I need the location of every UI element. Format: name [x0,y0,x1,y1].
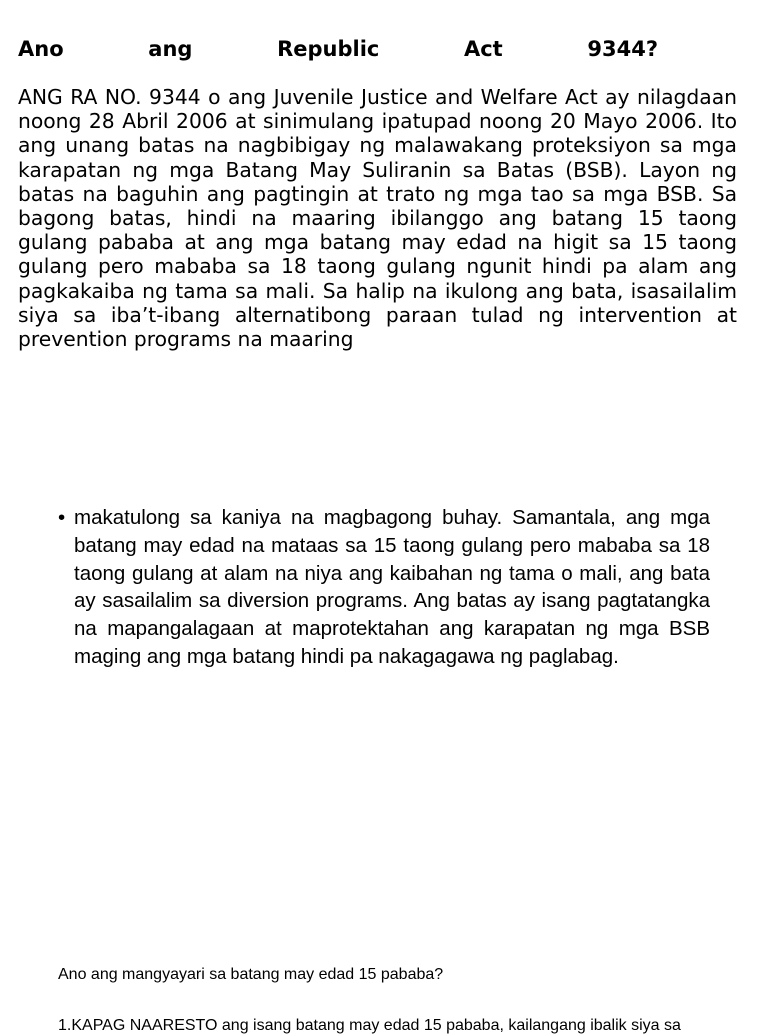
bullet-icon: • [58,506,66,529]
intro-paragraph: ANG RA NO. 9344 o ang Juvenile Justice and Welfare Act ay nilagdaan noong 28 Abril 2006 at sinimulang ipatupad noong 20 Mayo 2006. Ito ang unang batas na nagbibigay ng malawakang proteksiyon sa mga karapatan ng mga Batang May Suliranin sa Batas (BSB). Layon ng batas na baguhin ang pagtingin at trato ng mga tao sa mga BSB. Sa bagong batas, hindi na maaring ibilanggo ang batang 15 taong gulang pababa at ang mga batang may edad na higit sa 15 taong gulang pero mababa sa 18 taong gulang ngunit hindi pa alam ang pagkakaiba ng tama sa mali. Sa halip na ikulong ang bata, isasailalim siya sa iba’t-ibang alternatibong paraan tulad ng intervention at prevention programs na maaring [18,85,737,352]
cutoff-line-text: 1.KAPAG NAARESTO ang isang batang may edad 15 pababa, kailangang ibalik siya sa [58,1017,681,1034]
question-text: Ano ang mangyayari sa batang may edad 15 pababa? [58,966,444,983]
document-heading: Ano ang Republic Act 9344? [18,37,658,61]
list-item [58,504,710,671]
bullet-text: makatulong sa kaniya na magbagong buhay. Samantala, ang mga batang may edad na mataas sa 15 taong gulang pero mababa sa 18 taong gulang at alam na niya ang kaibahan ng tama o mali, ang bata ay sasailalim sa diversion programs. Ang batas ay isang pagtatangka na mapangalagaan at maprotektahan ang karapatan ng mga BSB maging ang mga batang hindi pa nakagagawa ng paglabag. [74,506,710,668]
bullet-list [58,504,710,671]
